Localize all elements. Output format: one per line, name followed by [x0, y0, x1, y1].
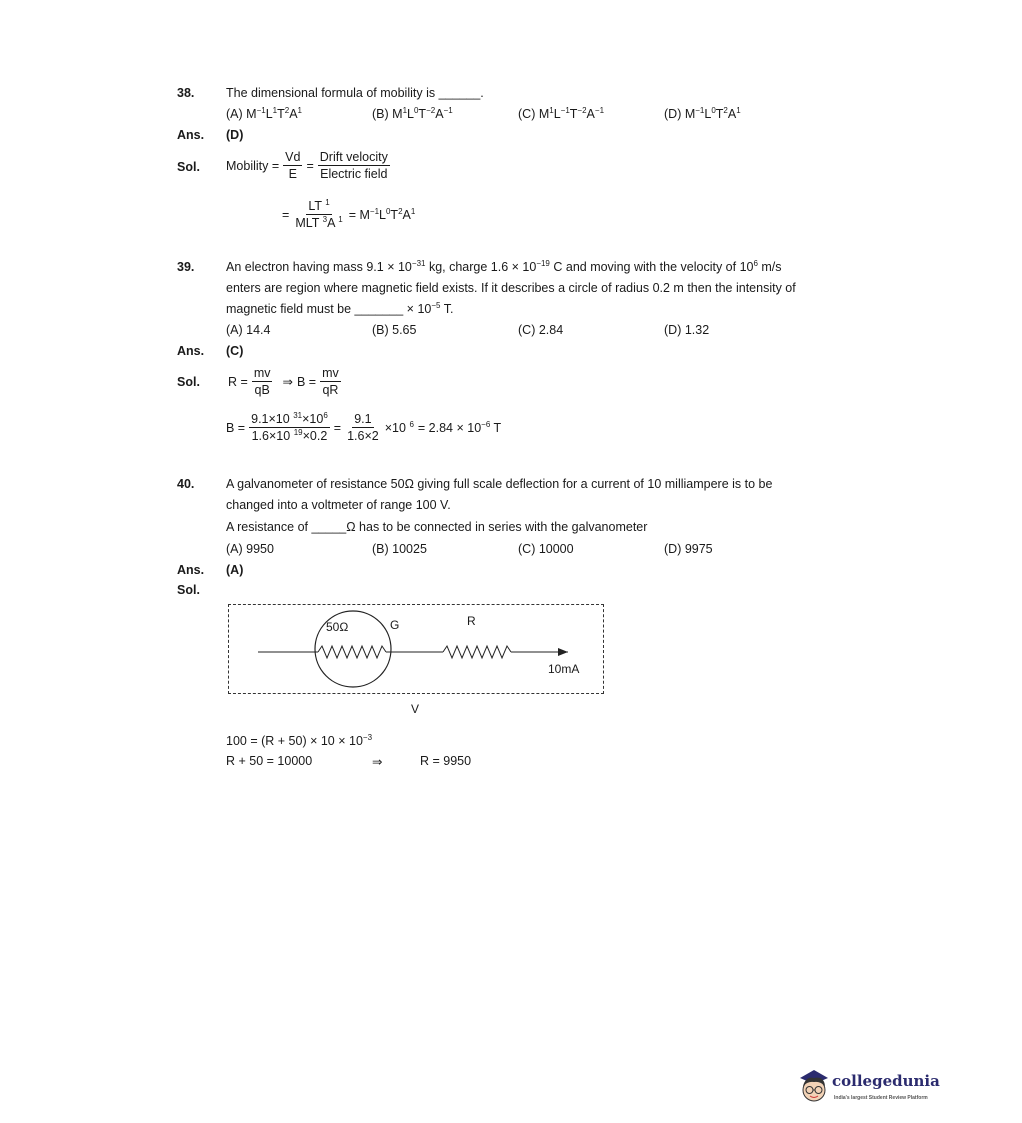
question-line-3: magnetic field must be _______ × $10^{-5}$ T.	[226, 300, 454, 316]
implies-symbol: ⇒	[372, 755, 383, 769]
logo-tagline: India's largest Student Review Platform	[834, 1095, 928, 1101]
question-number: 38.	[177, 86, 195, 100]
answer-value: (D)	[226, 128, 244, 142]
series-resistor-r	[443, 646, 511, 658]
current-label: 10mA	[548, 662, 580, 676]
question-line-1: A galvanometer of resistance 50Ω giving full scale deflection for a current of 10 milliampere is to be	[226, 477, 773, 491]
option-d: (D) $M^{-1}L^0T^2A^1$	[664, 105, 741, 121]
solution-equation-1: $100 = (R + 50) \times 10 \times 10^{-3}$	[226, 732, 373, 748]
mascot-icon	[796, 1066, 832, 1108]
fraction-vd-e: $\frac{Vd}{E}$	[285, 150, 301, 181]
solution-result: R = 9950	[420, 754, 472, 768]
question-text: The dimensional formula of mobility is ______.	[226, 86, 484, 100]
voltage-label: V	[411, 702, 420, 716]
answer-label: Ans.	[177, 128, 205, 142]
option-c: (C) 10000	[518, 542, 574, 556]
galvanometer-resistance-label: 50Ω	[326, 620, 349, 634]
question-line-3: A resistance of _____Ω has to be connected in series with the galvanometer	[226, 520, 648, 534]
solution-b-calculation: B = $\frac{9.1\times 10 ^{31}\times 10^6}{1.6\times 10 ^{19}\times 0.2}$ = $\frac{9.1}{1.6\times 2}$ ×10 $^6$ = $2.84 \times 10^{-6}$ T	[226, 410, 502, 443]
fraction-drift-field: $\frac{\text{Drift velocity}}{\text{Electric field}}$	[319, 150, 388, 181]
solution-label: Sol.	[177, 160, 200, 174]
fraction-mv-qr: $\frac{mv}{qR}$	[322, 366, 339, 397]
option-a: (A) 14.4	[226, 323, 271, 337]
question-number: 39.	[177, 260, 195, 274]
question-number: 40.	[177, 477, 195, 491]
galvanometer-label: G	[390, 618, 400, 632]
option-b: (B) 5.65	[372, 323, 417, 337]
fraction-b-values: $\frac{9.1\times 10 ^{31}\times 10^6}{1.6\times 10 ^{19}\times 0.2}$	[251, 410, 328, 443]
answer-value: (A)	[226, 563, 244, 577]
solution-dimension-line: = $\frac{LT ^1}{MLT ^3A ^1}$ = $M^{-1}L^0T^2A^1$	[282, 197, 416, 230]
answer-value: (C)	[226, 344, 244, 358]
question-line-2: changed into a voltmeter of range 100 V.	[226, 498, 451, 512]
solution-mobility-line: Mobility = $\frac{Vd}{E}$ = $\frac{\text{Drift velocity}}{\text{Electric field}}$	[226, 150, 388, 181]
fraction-dimensions: $\frac{LT ^1}{MLT ^3A ^1}$	[295, 197, 343, 230]
solution-label: Sol.	[177, 375, 200, 389]
question-line-2: enters are region where magnetic field exists. If it describes a circle of radius 0.2 m then the intensity of	[226, 281, 796, 295]
question-line-1: An electron having mass $9.1 \times 10^{-31}$ kg, charge $1.6 \times 10^{-19}$ C and moving with the velocity of $10^6$ m/s	[226, 258, 782, 274]
galvanometer-resistor	[318, 646, 386, 658]
option-c: (C) 2.84	[518, 323, 564, 337]
fraction-simplified: $\frac{9.1}{1.6\times 2}$	[347, 412, 379, 443]
option-b: (B) 10025	[372, 542, 427, 556]
option-c: (C) $M^1L^{-1}T^{-2}A^{-1}$	[518, 105, 605, 121]
option-a: (A) 9950	[226, 542, 274, 556]
option-d: (D) 1.32	[664, 323, 710, 337]
option-b: (B) $M^1L^0T^{-2}A^{-1}$	[372, 105, 453, 121]
solution-label: Sol.	[177, 583, 200, 597]
solution-radius-line: R = $\frac{mv}{qB}$ ⇒ B = $\frac{mv}{qR}$	[228, 366, 339, 397]
circuit-diagram	[228, 604, 604, 694]
option-d: (D) 9975	[664, 542, 713, 556]
fraction-mv-qb: $\frac{mv}{qB}$	[253, 366, 271, 397]
resistor-label: R	[467, 614, 476, 628]
logo-wordmark: collegedunia	[832, 1072, 940, 1090]
answer-label: Ans.	[177, 563, 205, 577]
collegedunia-logo	[796, 1066, 946, 1110]
solution-equation-2: R + 50 = 10000	[226, 754, 313, 768]
option-a: (A) $M^{-1}L^1T^2A^1$	[226, 105, 302, 121]
answer-label: Ans.	[177, 344, 205, 358]
current-arrow	[558, 648, 568, 656]
